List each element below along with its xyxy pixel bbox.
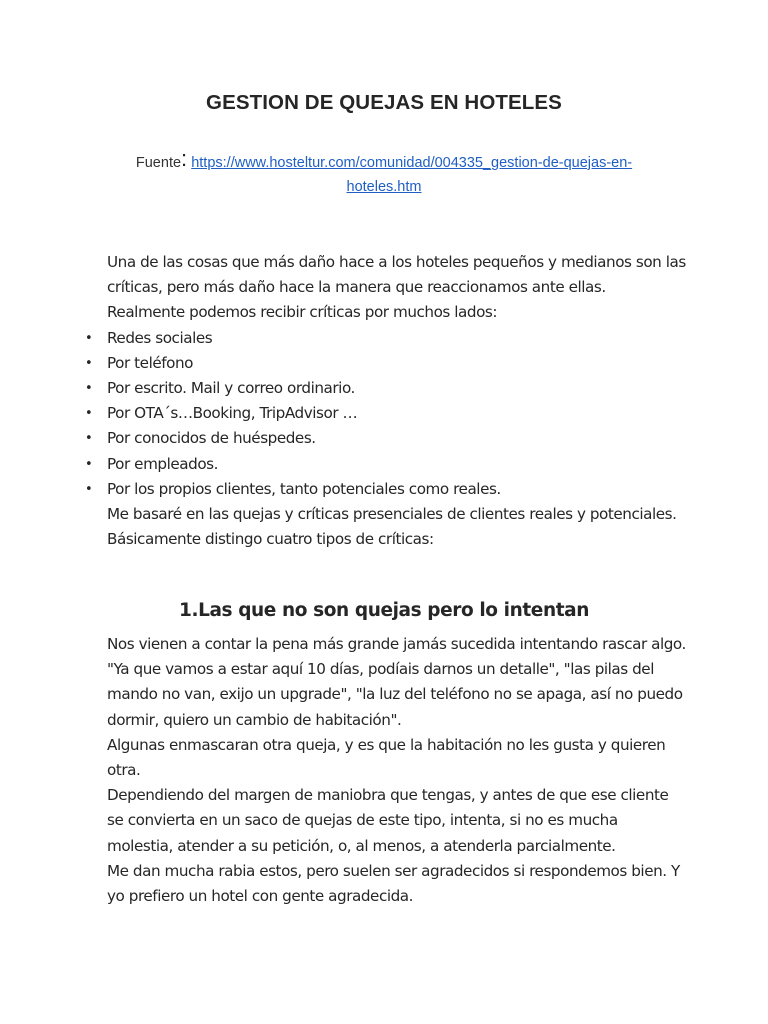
- list-item: • Por teléfono: [107, 351, 687, 376]
- section-paragraph: Me dan mucha rabia estos, pero suelen ser agradecidos si respondemos bien. Y yo prefiero un hotel con gente agradecida.: [107, 861, 680, 906]
- source-link-line1: https://www.hosteltur.com/comunidad/004335_gestion-de-quejas-en-: [191, 155, 633, 171]
- intro-paragraph: Realmente podemos recibir críticas por muchos lados:: [107, 303, 498, 322]
- intro-paragraph: Una de las cosas que más daño hace a los hoteles pequeños y medianos son las críticas, pero más daño hace la manera que reaccionamos ante ellas.: [107, 253, 686, 297]
- source-colon: :: [181, 146, 188, 171]
- list-item: • Por los propios clientes, tanto potenciales como reales.: [107, 477, 687, 502]
- section-paragraph: Algunas enmascaran otra queja, y es que la habitación no les gusta y quieren otra.: [107, 735, 666, 780]
- source-link[interactable]: [0, 155, 768, 200]
- list-item: • Por empleados.: [107, 452, 687, 477]
- section-paragraph: Nos vienen a contar la pena más grande jamás sucedida intentando rascar algo. "Ya que vamos a estar aquí 10 días, podíais darnos un detalle", "las pilas del mando no van, exijo un upgrade", "la luz del teléfono no se apaga, así no puedo dormir, quiero un cambio de habitación".: [107, 635, 686, 729]
- intro-block: [107, 250, 687, 552]
- source-label: Fuente: [135, 155, 182, 171]
- section-heading: 1.Las que no son quejas pero lo intentan: [178, 600, 590, 621]
- section-paragraph: Dependiendo del margen de maniobra que tengas, y antes de que ese cliente se convierta en un saco de quejas de este tipo, intenta, si no es mucha molestia, atender a su petición, o, al menos, a atenderla parcialmente.: [107, 786, 669, 855]
- list-item: • Por escrito. Mail y correo ordinario.: [107, 376, 687, 401]
- critic-sources-list: [107, 326, 687, 502]
- list-item: • Por conocidos de huéspedes.: [107, 426, 687, 451]
- intro-paragraph: Básicamente distingo cuatro tipos de críticas:: [107, 530, 434, 549]
- source-link-line2: hoteles.htm: [346, 179, 422, 195]
- document-title: GESTION DE QUEJAS EN HOTELES: [206, 91, 562, 114]
- section-body: [107, 632, 687, 909]
- source-line: [0, 146, 768, 200]
- list-item: • Por OTA´s…Booking, TripAdvisor …: [107, 401, 687, 426]
- intro-paragraph: Me basaré en las quejas y críticas presenciales de clientes reales y potenciales.: [107, 505, 677, 524]
- list-item: • Redes sociales: [107, 326, 687, 351]
